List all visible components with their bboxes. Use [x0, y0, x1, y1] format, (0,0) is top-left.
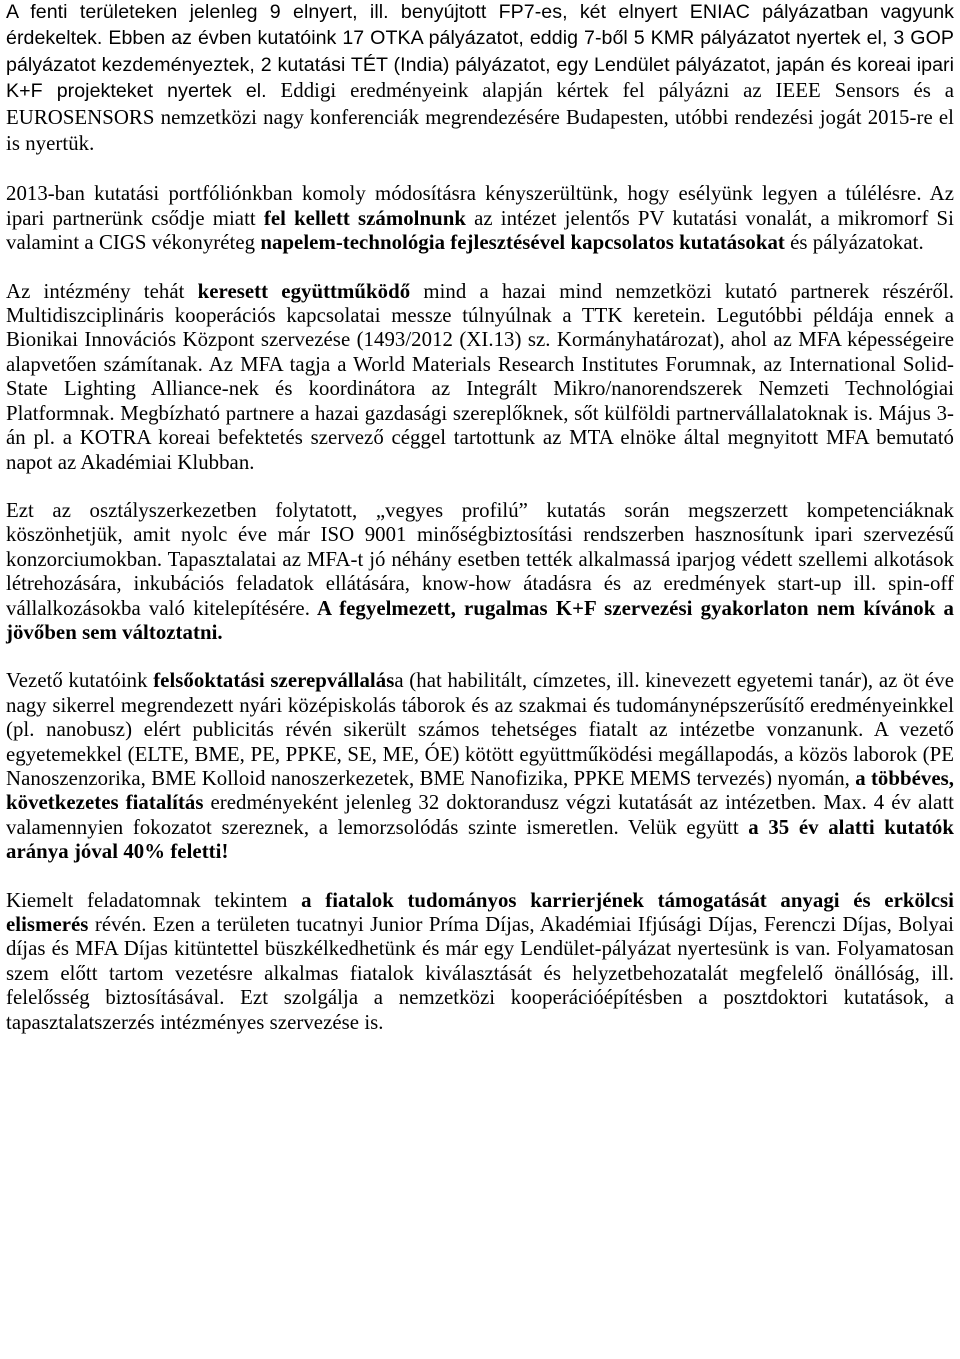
bold-text-segment: a többéves, következetes fiatalítás — [6, 766, 954, 815]
text-segment: Vezető kutatóink — [6, 669, 154, 693]
paragraph-portfolio-change — [6, 182, 954, 255]
bold-text-segment: fel kellett számolnunk — [263, 206, 466, 230]
document-page — [6, 0, 954, 1035]
text-segment: Ezt az osztályszerkezetben folytatott, „vegyes profilú” kutatás során megszerzett kompetenciáknak köszönhetjük, amit nyolc éve már ISO 9001 minőségbiztosítási rendszerben hasznosítunk ipari szervezésű konzorciumokban. Tapasztalatai az MFA-t jó néhány esetben tették alkalmassá iparjog védett szellemi alkotások létrehozására, inkubációs feladatok ellátására, know-how átadásra és az eredmények start-up ill. spin-off vállalkozásokba való kitelepítésére. — [6, 498, 954, 620]
bold-text-segment: keresett együttműködő — [197, 279, 411, 303]
text-segment: révén. Ezen a területen tucatnyi Junior Príma Díjas, Akadémiai Ifjúsági Díjas, Ferenczi Díjas, Bolyai díjas és MFA Díjas kitüntettel büszkélkedhetünk és már egy Lendület-pályázat nyertesünk is van. Folyamatosan szem előtt tartom vezetésre alkalmas fiatalok kiválasztását és helyzetbehozatalát megfelelő önállóság, ill. felelősség biztosításával. Ezt szolgálja a nemzetközi kooperációépítésben a posztdoktori kutatások, a tapasztalatszerzés intézményes szervezése is. — [6, 913, 954, 1034]
text-segment: A fenti területeken jelenleg 9 elnyert, ill. benyújtott FP7-es, két elnyert ENIAC pályázatban vagyunk érdekeltek. — [6, 1, 954, 50]
bold-text-segment: felsőoktatási szerepvállalás — [153, 669, 395, 693]
bold-text-segment: a fiatalok tudományos karrierjének támogatását anyagi és erkölcsi elismerés — [6, 888, 954, 936]
text-segment: Kiemelt feladatomnak tekintem — [6, 888, 302, 912]
text-segment: Eddigi eredményeink alapján kértek fel pályázni az IEEE Sensors és a EUROSENSORS nemzetközi nagy konferenciák megrendezésére Budapesten, utóbbi rendezési jogát 2015-re el is nyertük. — [6, 79, 954, 156]
text-segment: Az ipari partnerünk csődje miatt — [6, 182, 955, 230]
text-segment: mind a hazai mind nemzetközi kutató partnerek részéről. Multidiszciplináris kooperációs kapcsolatai messze túlnyúlnak a TTK keretein. Legutóbbi példája ennek a Bionikai Innovációs Központ szervezése (1493/2012 (XI.13) sz. Kormányhatározat), ahol az MFA képességeire alapvetően számítanak. Az MFA tagja a World Materials Research Institutes Forumnak, az International Solid-State Lighting Alliance-nek és koordinátora az Integrált Mikro/nanorendszerek Nemzeti Technológiai Platformnak. Megbízható partnere a hazai gazdasági szereplőknek, sőt külföldi partnervállalatoknak is. Május 3-án pl. a KOTRA koreai befektetés szervező céggel tartottunk az MTA elnöke által megnyitott MFA bemutató napot az Akadémiai Klubban. — [6, 279, 954, 474]
text-segment: és pályázatokat. — [784, 231, 924, 255]
text-segment: az intézet jelentős PV kutatási vonalát, a mikromorf Si valamint a CIGS vékonyréteg — [6, 206, 954, 255]
text-segment: Az intézmény tehát — [6, 279, 198, 303]
text-segment: 2013-ban kutatási portfóliónkban komoly módosításra kényszerültünk, hogy esélyünk legyen a túlélésre. — [6, 182, 922, 206]
text-segment: a (hat habilitált, címzetes, ill. kinevezett egyetemi tanár), az öt éve nagy sikerrel megrendezett nyári középiskolás táborok és az szakmai és tudománynépszerűsítő eredményeinkkel (pl. nanobusz) elért publicitás révén sikerült számos tehetséges fiatalt az intézetbe vonzanunk. A vezető egyetemekkel (ELTE, BME, PE, PPKE, SE, ME, ÓE) kötött együttműködési megállapodás, a közös laborok (PE Nanoszenzorika, BME Kolloid nanoszerkezetek, BME Nanofizika, PPKE MEMS tervezés) nyomán, — [6, 669, 954, 790]
bold-text-segment: A fegyelmezett, rugalmas K+F szervezési gyakorlaton nem kívánok a jövőben sem változtatni. — [6, 596, 954, 644]
paragraph-cooperation — [6, 280, 954, 475]
paragraph-education — [6, 669, 954, 864]
paragraph-competences — [6, 499, 954, 645]
paragraph-young-researchers — [6, 889, 954, 1035]
text-segment: eredményeként jelenleg 32 doktorandusz végzi kutatását az intézetben. Max. 4 év alatt valamennyien fokozatot szereznek, a lemorzsolódás szinte ismeretlen. Velük együtt — [6, 791, 954, 839]
text-segment: Ebben az évben kutatóink 17 OTKA pályázatot, eddig 7-ből 5 KMR pályázatot nyertek el, 3 GOP pályázatot kezdeményeztek, 2 kutatási TÉT (India) pályázatot, egy Lendület pályázatot, japán és koreai ipari K+F projekteket nyertek el. — [6, 27, 954, 103]
bold-text-segment: a 35 év alatti kutatók aránya jóval 40% feletti! — [6, 815, 955, 864]
bold-text-segment: napelem-technológia fejlesztésével kapcsolatos kutatásokat — [260, 231, 785, 255]
paragraph-funding — [6, 0, 954, 158]
